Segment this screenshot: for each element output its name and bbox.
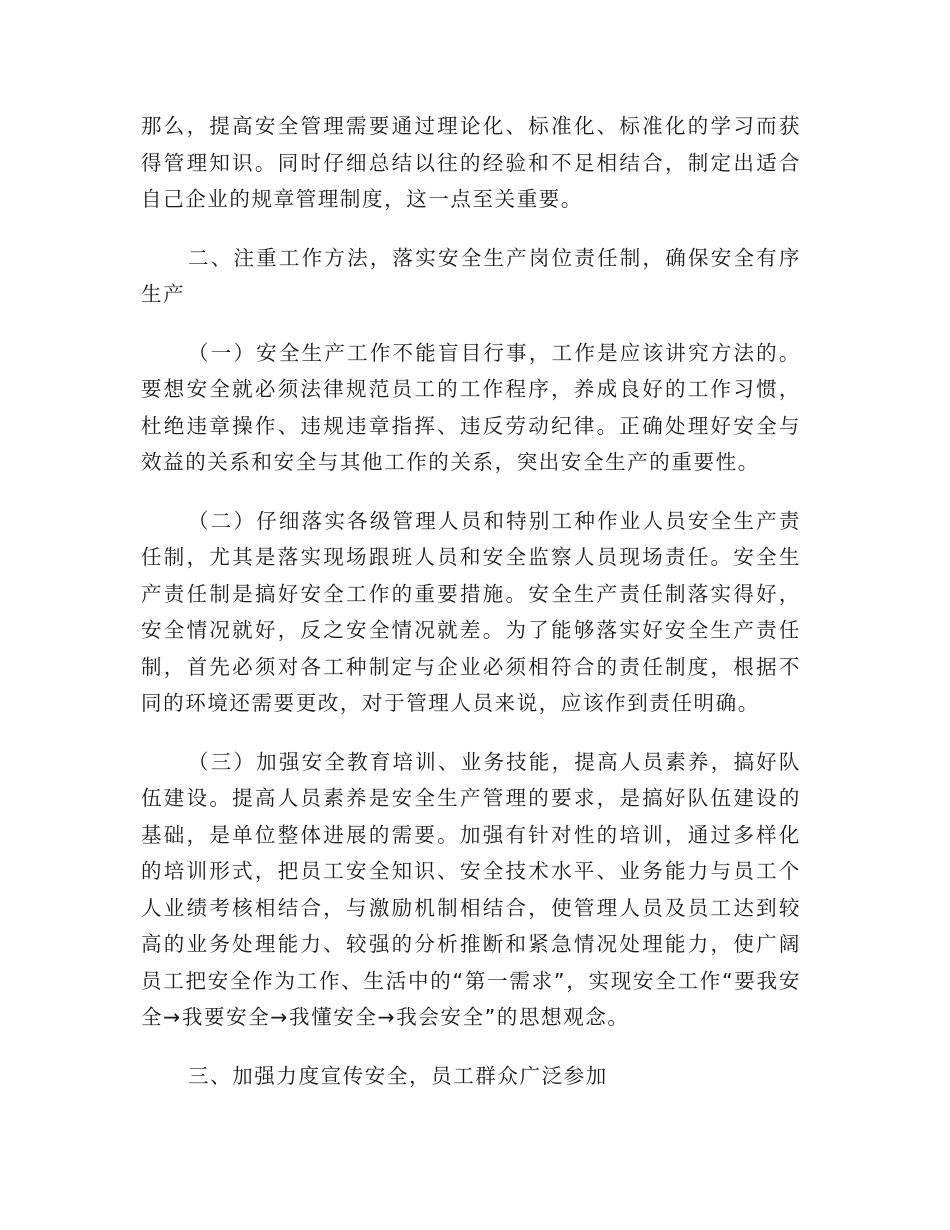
paragraph-item-one: （一）安全生产工作不能盲目行事，工作是应该讲究方法的。要想安全就必须法律规范员工的工作程序，养成良好的工作习惯，杜绝违章操作、违规违章指挥、违反劳动纪律。正确处理好安全与效益的关系和安全与其他工作的关系，突出安全生产的重要性。 <box>141 340 801 474</box>
section-heading-three: 三、加强力度宣传安全，员工群众广泛参加 <box>188 1063 608 1088</box>
paragraph-item-three: （三）加强安全教育培训、业务技能，提高人员素养，搞好队伍建设。提高人员素养是安全生产管理的要求，是搞好队伍建设的基础，是单位整体进展的需要。加强有针对性的培训，通过多样化的培训形式，把员工安全知识、安全技术水平、业务能力与员工个人业绩考核相结合，与激励机制相结合，使管理人员及员工达到较高的业务处理能力、较强的分析推断和紧急情况处理能力，使广阔员工把安全作为工作、生活中的“第一需求”，实现安全工作“要我安全→我要安全→我懂安全→我会安全”的思想观念。 <box>141 749 801 1029</box>
document-body <box>141 108 801 1116</box>
section-heading-two: 二、注重工作方法，落实安全生产岗位责任制，确保安全有序生产 <box>141 245 801 306</box>
paragraph-item-two: （二）仔细落实各级管理人员和特别工种作业人员安全生产责任制，尤其是落实现场跟班人员和安全监察人员现场责任。安全生产责任制是搞好安全工作的重要措施。安全生产责任制落实得好，安全情况就好，反之安全情况就差。为了能够落实好安全生产责任制，首先必须对各工种制定与企业必须相符合的责任制度，根据不同的环境还需要更改，对于管理人员来说，应该作到责任明确。 <box>141 508 801 715</box>
paragraph-intro: 那么，提高安全管理需要通过理论化、标准化、标准化的学习而获得管理知识。同时仔细总结以往的经验和不足相结合，制定出适合自己企业的规章管理制度，这一点至关重要。 <box>141 114 801 211</box>
